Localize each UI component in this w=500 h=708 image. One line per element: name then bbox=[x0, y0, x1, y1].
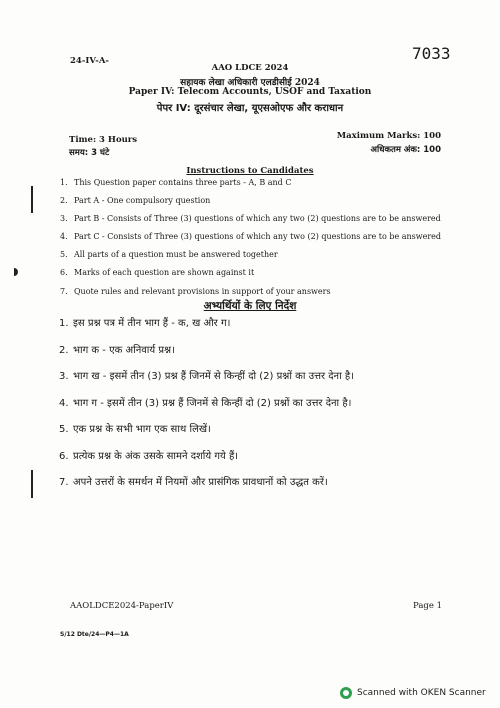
margin-mark bbox=[31, 470, 33, 498]
instructions-list-en bbox=[60, 177, 460, 304]
item-text: All parts of a question must be answered together bbox=[74, 250, 278, 260]
item-number: 3. bbox=[60, 214, 68, 224]
list-item bbox=[60, 249, 460, 267]
max-marks-hi: अधिकतम अंक: 100 bbox=[370, 145, 441, 155]
item-number: 2. bbox=[60, 196, 68, 206]
item-text: Part A - One compulsory question bbox=[74, 196, 211, 206]
item-number: 1. bbox=[59, 318, 69, 329]
exam-title-en: AAO LDCE 2024 bbox=[211, 63, 289, 73]
item-number: 1. bbox=[60, 178, 68, 187]
item-text: भाग क - एक अनिवार्य प्रश्न। bbox=[73, 344, 175, 356]
time-label-hi: समय: 3 घंटे bbox=[69, 148, 110, 158]
margin-mark bbox=[31, 186, 33, 213]
list-item bbox=[59, 344, 479, 371]
scanner-text: Scanned with OKEN Scanner bbox=[357, 688, 486, 698]
item-number: 2. bbox=[59, 344, 69, 356]
item-text: भाग ख - इसमें तीन (3) प्रश्न हैं जिनमें से किन्हीं दो (2) प्रश्नों का उत्तर देना है। bbox=[73, 371, 354, 382]
list-item bbox=[59, 476, 479, 503]
footer-paper-ref: AAOLDCE2024-PaperIV bbox=[70, 601, 174, 611]
item-number: 7. bbox=[59, 477, 69, 488]
list-item bbox=[59, 317, 479, 344]
item-number: 6. bbox=[59, 450, 69, 462]
item-text: भाग ग - इसमें तीन (3) प्रश्न हैं जिनमें से किन्हीं दो (2) प्रश्नों का उत्तर देना है। bbox=[73, 397, 352, 409]
footer-print-code: S/12 Dte/24—P4—1A bbox=[60, 631, 129, 638]
list-item bbox=[59, 423, 479, 450]
paper-code: 24-IV-A- bbox=[70, 56, 109, 66]
item-text: Marks of each question are shown against it bbox=[74, 268, 255, 278]
item-number: 4. bbox=[59, 397, 69, 409]
instructions-list-hi bbox=[59, 317, 479, 503]
scanner-watermark bbox=[340, 687, 486, 699]
list-item bbox=[60, 195, 460, 213]
item-text: Part B - Consists of Three (3) questions of which any two (2) questions are to be answered bbox=[74, 214, 441, 224]
list-item bbox=[59, 397, 479, 424]
list-item bbox=[60, 177, 460, 195]
list-item bbox=[59, 450, 479, 477]
item-number: 5. bbox=[59, 424, 69, 435]
item-text: अपने उत्तरों के समर्थन में नियमों और प्रासंगिक प्रावधानों को उद्धत करें। bbox=[73, 477, 328, 488]
item-text: प्रत्येक प्रश्न के अंक उसके सामने दर्शाये गये हैं। bbox=[73, 450, 239, 462]
instructions-title-hi: अभ्यर्थियों के लिए निर्देश bbox=[203, 300, 297, 312]
item-number: 7. bbox=[60, 286, 68, 296]
item-text: Quote rules and relevant provisions in support of your answers bbox=[74, 286, 331, 296]
paper-title-hi: पेपर IV: दूरसंचार लेखा, यूएसओएफ और कराधान bbox=[156, 103, 344, 114]
footer-page-number: Page 1 bbox=[413, 601, 442, 611]
scanner-logo-icon bbox=[340, 687, 352, 699]
item-text: This Question paper contains three parts - A, B and C bbox=[74, 178, 292, 187]
time-label-en: Time: 3 Hours bbox=[69, 135, 138, 145]
item-number: 4. bbox=[60, 232, 68, 242]
exam-title-hi: सहायक लेखा अधिकारी एलडीसीई 2024 bbox=[180, 78, 320, 88]
list-item bbox=[60, 231, 460, 249]
item-text: एक प्रश्न के सभी भाग एक साथ लिखें। bbox=[73, 424, 211, 435]
list-item bbox=[60, 213, 460, 231]
instructions-title-en: Instructions to Candidates bbox=[186, 166, 314, 176]
punch-hole-mark bbox=[14, 268, 18, 276]
list-item bbox=[60, 267, 460, 285]
paper-number: 7033 bbox=[412, 44, 451, 63]
item-number: 5. bbox=[60, 250, 68, 260]
list-item bbox=[59, 370, 479, 397]
item-text: Part C - Consists of Three (3) questions of which any two (2) questions are to be answered bbox=[74, 232, 442, 242]
max-marks-en: Maximum Marks: 100 bbox=[336, 131, 441, 141]
paper-title-en: Paper IV: Telecom Accounts, USOF and Taxation bbox=[128, 87, 372, 97]
item-text: इस प्रश्न पत्र में तीन भाग हैं - क, ख और ग। bbox=[73, 318, 231, 329]
item-number: 3. bbox=[59, 371, 69, 382]
item-number: 6. bbox=[60, 268, 68, 278]
